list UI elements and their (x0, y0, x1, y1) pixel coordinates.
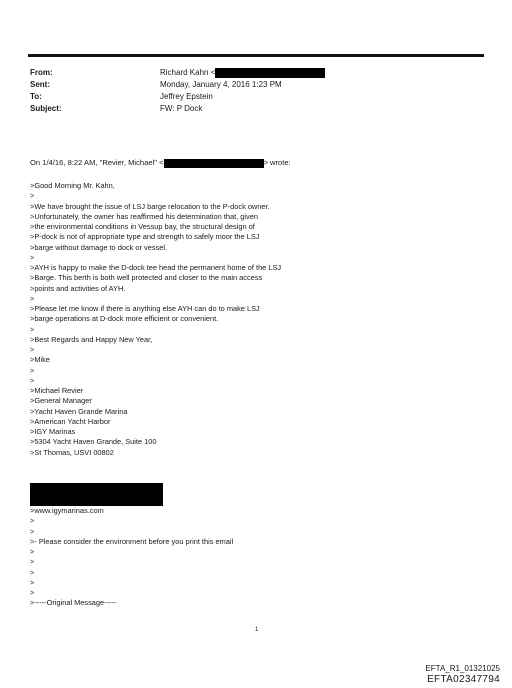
from-value (160, 67, 325, 79)
bates-number-primary: EFTA_R1_01321025 (425, 664, 500, 673)
body-line: >Yacht Haven Grande Marina (30, 406, 128, 416)
bates-number-secondary: EFTA02347794 (427, 674, 500, 685)
body-line: > (30, 567, 35, 577)
body-line: >the environmental conditions in Vessup bay, the structural design of (30, 222, 255, 231)
quote-intro (30, 157, 291, 169)
body-line: >We have brought the issue of LSJ barge relocation to the P-dock owner. (30, 201, 270, 211)
subject-label: Subject: (30, 104, 62, 113)
to-row (30, 91, 325, 103)
subject-row (30, 103, 325, 115)
body-line: >General Manager (30, 396, 92, 406)
quote-intro-suffix: > wrote: (263, 158, 291, 167)
body-line: >Please let me know if there is anything else AYH can do to make LSJ (30, 304, 260, 313)
to-label: To: (30, 92, 42, 101)
body-line: > (30, 557, 35, 567)
sent-row (30, 79, 325, 91)
body-line: >American Yacht Harbor (30, 416, 111, 426)
from-row (30, 67, 325, 79)
subject-value: FW: P Dock (160, 104, 203, 113)
body-line: >Unfortunately, the owner has reaffirmed his determination that, given (30, 211, 258, 221)
body-line: > (30, 324, 35, 334)
body-line: >5304 Yacht Haven Grande, Suite 100 (30, 437, 157, 447)
body-line: >barge without damage to dock or vessel. (30, 242, 168, 252)
page-number: 1 (255, 627, 259, 633)
original-message-line: >-----Original Message----- (30, 598, 117, 608)
body-line: >Best Regards and Happy New Year, (30, 334, 153, 344)
body-line: > (30, 252, 35, 262)
body-line: > (30, 191, 35, 201)
body-line: > (30, 577, 35, 587)
body-line: >points and activities of AYH. (30, 283, 126, 293)
message-body-part-2 (30, 506, 480, 609)
header-rule (28, 54, 484, 57)
body-line: > (30, 375, 35, 385)
body-line: >Mike (30, 355, 50, 365)
body-line: >barge operations at D-dock more efficient or convenient. (30, 314, 219, 324)
body-line: >Michael Revier (30, 386, 84, 395)
body-line: > (30, 345, 35, 354)
sent-label: Sent: (30, 80, 50, 89)
to-value: Jeffrey Epstein (160, 92, 213, 101)
body-line: > (30, 547, 35, 556)
quote-intro-prefix: On 1/4/16, 8:22 AM, "Revier, Michael" < (30, 158, 164, 167)
body-line: >P-dock is not of appropriate type and strength to safely moor the LSJ (30, 232, 260, 242)
from-label: From: (30, 68, 53, 77)
redaction-from-email (215, 68, 325, 78)
body-line: > (30, 588, 35, 597)
body-line: > (30, 526, 35, 536)
email-header (30, 67, 325, 115)
body-line: >Good Morning Mr. Kahn, (30, 181, 115, 190)
body-line: > (30, 365, 35, 375)
redaction-block-contact (30, 483, 163, 506)
sent-value: Monday, January 4, 2016 1:23 PM (160, 80, 282, 89)
body-line: >IGY Marinas (30, 427, 76, 436)
redaction-sender-email (164, 159, 264, 168)
body-line: > (30, 516, 35, 526)
from-name: Richard Kahn < (160, 68, 216, 77)
body-line: >- Please consider the environment before you print this email (30, 536, 234, 546)
body-line: >St Thomas, USVI 00802 (30, 447, 114, 457)
body-line: >Barge. This berth is both well protected and closer to the main access (30, 273, 263, 283)
body-line: >AYH is happy to make the D-dock tee head the permanent home of the LSJ (30, 263, 282, 272)
message-body-part-1 (30, 181, 480, 458)
body-line: > (30, 293, 35, 303)
website-line: >www.igymarinas.com (30, 506, 104, 515)
